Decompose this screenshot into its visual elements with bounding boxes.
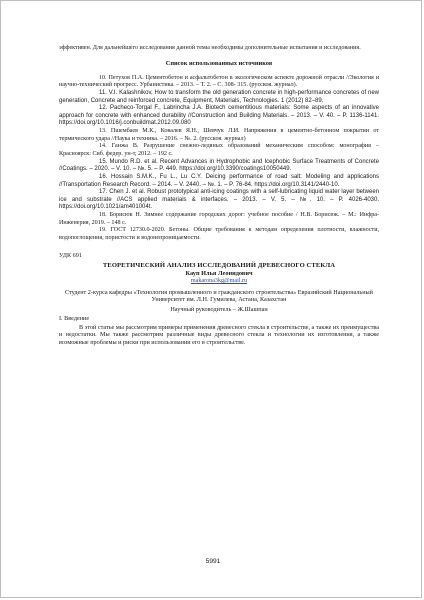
references-list (59, 75, 379, 242)
author-affiliation: Студент 2-курса кафедры «Технология промышленного и гражданского строительства» Евразийский Национальный Университет им. Л.Н. Гумилева, Астана, Казахстан (64, 288, 373, 304)
author-name: Кауп Илья Леонидович (185, 270, 253, 278)
references-heading: Список использованных источников (165, 60, 273, 68)
reference-item: 19. ГОСТ 12730.0-2020. Бетоны. Общие требования к методам определения плотности, влажности, водопоглощения, пористости и водонепроницаемости. (59, 227, 379, 241)
reference-item: 10. Петухов П.А. Цементобетон и асфальтобетон в экологическом аспекте дорожной отрасли //Экология и научно-технический прогресс. Урбанистика. – 2013. – Т. 2. – С. 308- 315. (русскоя. журнал). (59, 74, 379, 89)
page-content (59, 45, 379, 347)
reference-item: 17. Chen J. et al. Robust prototypical anti-icing coatings with a self-lubricating liquid water layer between ice and substrate //ACS applied materials & interfaces. – 2013. – V. 5. – №. 10. – P. 4026-4030. https://doi.org/10.1021/am401004t. (59, 189, 379, 211)
author-email-link[interactable]: makarona3kg@mail.ru (190, 278, 248, 285)
intro-paragraph: эффективен. Для дальнейшего исследования данной темы необходимы дополнительные испытания и исследования. (59, 45, 361, 51)
body-paragraph: В этой статье мы рассмотрим примеры применения древесного стекла в строительстве, а также их преимущества и недостатки. Мы также рассмотрим различные виды древесного стекла и технологии их изготовления, а также возможные проблемы и риски при использовании его в строительстве. (59, 323, 379, 347)
reference-item: 14. Ганжа В. Разрушение снежно-ледяных образований механическим способом: монография – Красноярск: Сиб. федер. ун-т, 2012. – 192 с. (59, 143, 379, 157)
reference-item: 16. Hossain S.M.K., Fu L., Lu C.Y. Deicing performance of road salt: Modeling and applications //Transportation Research Record. – 2014. – V. 2440. – №. 1. – P. 76-84. https://doi.org/10.3141/2440-10. (59, 174, 379, 188)
section-heading: I. Введение (59, 315, 90, 323)
scientific-supervisor: Научный руководитель – Ж.Шашпан (170, 306, 268, 314)
reference-item: 12. Pacheco-Torgal F., Labrincha J.A. Biotech cementitious materials: Some aspects of an innovative approach for concrete with enhanced durability //Construction and Building Materials. – 2013. – V. 40. – P. 1136-1141. https://doi.org/10.1016/j.conbuildmat.2012.09.080 (59, 105, 379, 127)
reference-item: 15. Mundo R.D. et al. Recent Advances in Hydrophobic and Icephobic Surface Treatments of Concrete //Coatings. – 2020. – V. 10. – №. 5. – P. 449. https://doi.org/10.3390/coatings10050449. (59, 158, 379, 173)
reference-item: 18. Борисюк Н. Зимнее содержание городских дорог: учебное пособие / Н.В. Борисюк. – М.: Инфра-Инженерия, 2019. – 148 с. (59, 212, 379, 226)
article-title: ТЕОРЕТИЧЕСКИЙ АНАЛИЗ ИССЛЕДОВАНИЙ ДРЕВЕСНОГО СТЕКЛА (102, 261, 336, 269)
udk-code: УДК 691 (59, 252, 82, 260)
reference-item: 11. V.I. Kalashnikov, How to transform the old generation concrete in high-performance concretes of new generation, Concrete and reinforced concrete, Equipment, Materials, Technologies. 1 (2012) 82–89. (59, 90, 379, 104)
page-number: 5991 (205, 558, 221, 565)
reference-item: 13. Пшембаев М.К., Ковалев Я.Н., Шевчук Л.И. Напряжения в цементно-бетонном покрытии от термического удара //Наука и техника. – 2016. – №. 2. (русскоя. журнал) (59, 128, 379, 142)
